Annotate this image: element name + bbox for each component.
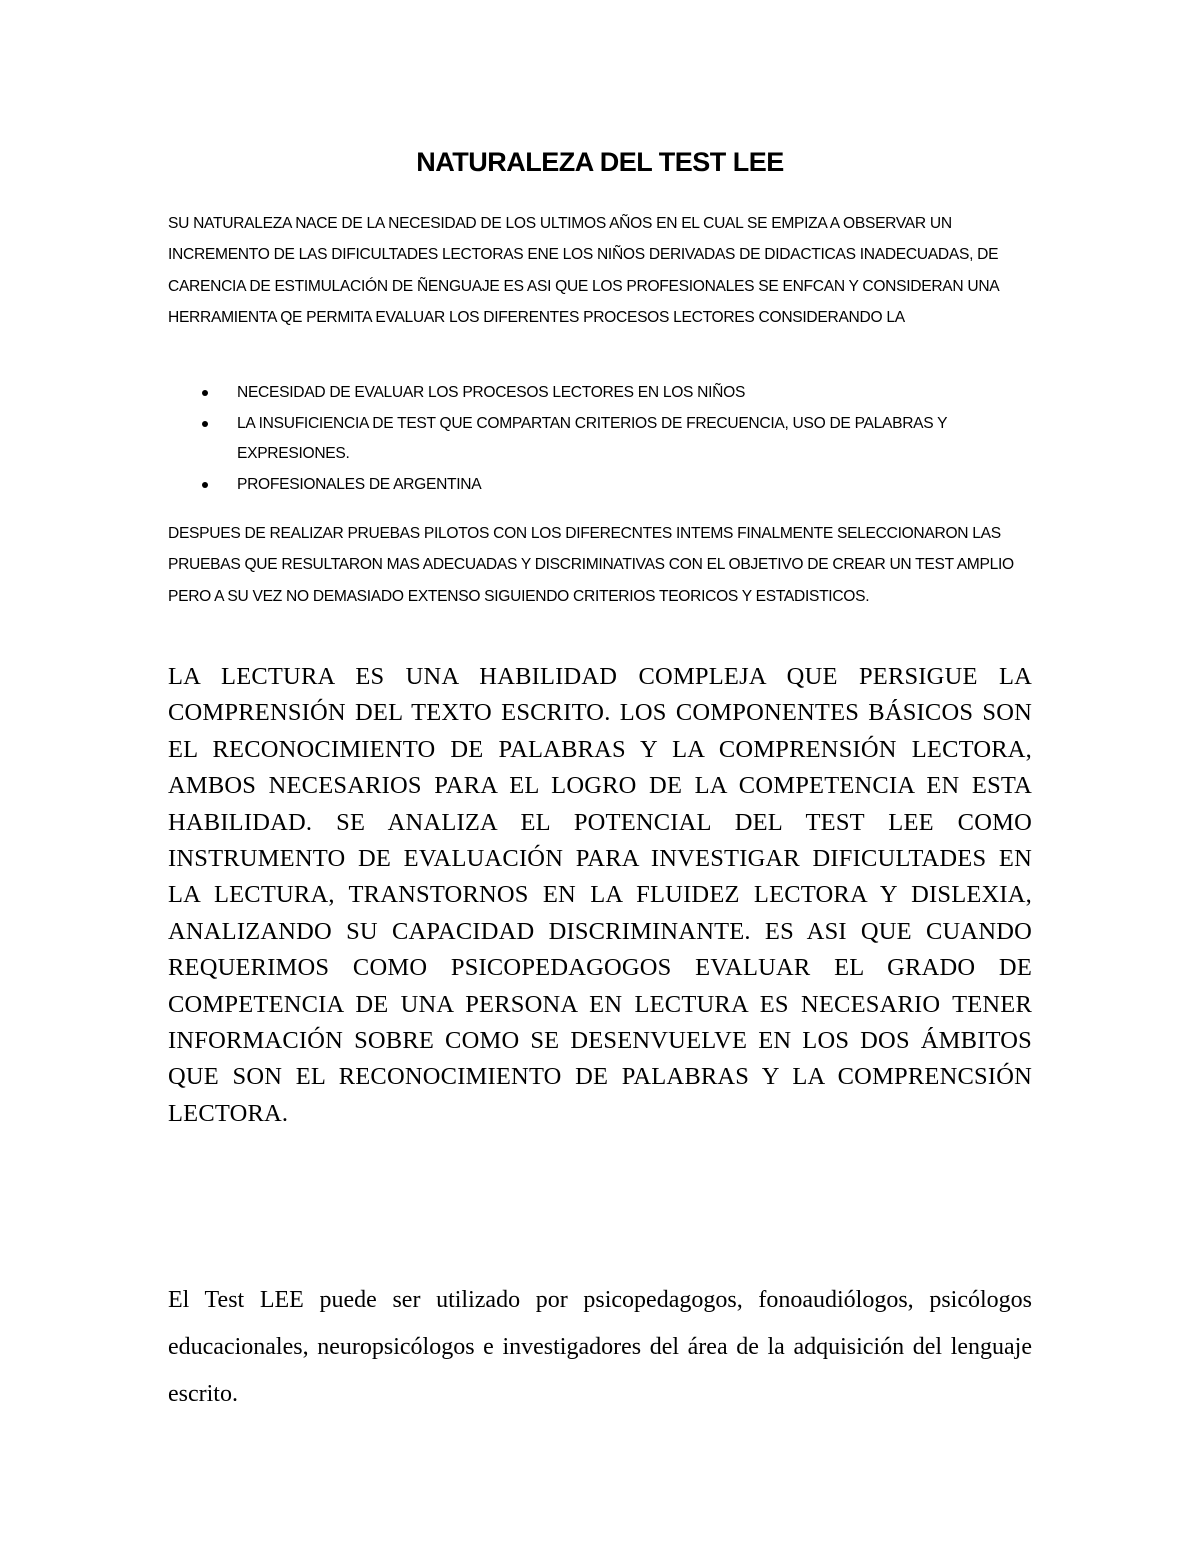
intro-paragraph: SU NATURALEZA NACE DE LA NECESIDAD DE LOS ULTIMOS AÑOS EN EL CUAL SE EMPIZA A OBSERVAR UN INCREMENTO DE LAS DIFICULTADES LECTORAS ENE LOS NIÑOS DERIVADAS DE DIDACTICAS INADECUADAS, DE CARENCIA DE ESTIMULACIÓN DE ÑENGUAJE ES ASI QUE LOS PROFESIONALES SE ENFCAN Y CONSIDERAN UNA HERRAMIENTA QE PERMITA EVALUAR LOS DIFERENTES PROCESOS LECTORES CONSIDERANDO LA (168, 215, 999, 326)
reading-skill-paragraph: LA LECTURA ES UNA HABILIDAD COMPLEJA QUE PERSIGUE LA COMPRENSIÓN DEL TEXTO ESCRITO. LOS COMPONENTES BÁSICOS SON EL RECONOCIMIENTO DE PALABRAS Y LA COMPRENSIÓN LECTORA, AMBOS NECESARIOS PARA EL LOGRO DE LA COMPETENCIA EN ESTA HABILIDAD. SE ANALIZA EL POTENCIAL DEL TEST LEE COMO INSTRUMENTO DE EVALUACIÓN PARA INVESTIGAR DIFICULTADES EN LA LECTURA, TRANSTORNOS EN LA FLUIDEZ LECTORA Y DISLEXIA, ANALIZANDO SU CAPACIDAD DISCRIMINANTE. ES ASI QUE CUANDO REQUERIMOS COMO PSICOPEDAGOGOS EVALUAR EL GRADO DE COMPETENCIA DE UNA PERSONA EN LECTURA ES NECESARIO TENER INFORMACIÓN SOBRE COMO SE DESENVUELVE EN LOS DOS ÁMBITOS QUE SON EL RECONOCIMIENTO DE PALABRAS Y LA COMPRENCSIÓN LECTORA. (168, 663, 1032, 1127)
bullet-icon (202, 482, 208, 488)
list-item-text: NECESIDAD DE EVALUAR LOS PROCESOS LECTORES EN LOS NIÑOS (237, 384, 746, 401)
second-paragraph: DESPUES DE REALIZAR PRUEBAS PILOTOS CON LOS DIFERECNTES INTEMS FINALMENTE SELECCIONARON LAS PRUEBAS QUE RESULTARON MAS ADECUADAS Y DISCRIMINATIVAS CON EL OBJETIVO DE CREAR UN TEST AMPLIO PERO A SU VEZ NO DEMASIADO EXTENSO SIGUIENDO CRITERIOS TEORICOS Y ESTADISTICOS. (168, 525, 1014, 605)
bullet-list (168, 378, 1032, 500)
list-item (168, 378, 1032, 409)
closing-paragraph: El Test LEE puede ser utilizado por psicopedagogos, fonoaudiólogos, psicólogos educacionales, neuropsicólogos e investigadores del área de la adquisición del lenguaje escrito. (168, 1287, 1032, 1407)
bullet-icon (202, 390, 208, 396)
list-item-text: LA INSUFICIENCIA DE TEST QUE COMPARTAN CRITERIOS DE FRECUENCIA, USO DE PALABRAS Y EXPRESIONES. (237, 414, 947, 462)
list-item-text: PROFESIONALES DE ARGENTINA (237, 475, 482, 493)
bullet-icon (202, 421, 208, 427)
list-item (168, 409, 1032, 470)
document-title: NATURALEZA DEL TEST LEE (416, 147, 784, 177)
list-item (168, 470, 1032, 501)
